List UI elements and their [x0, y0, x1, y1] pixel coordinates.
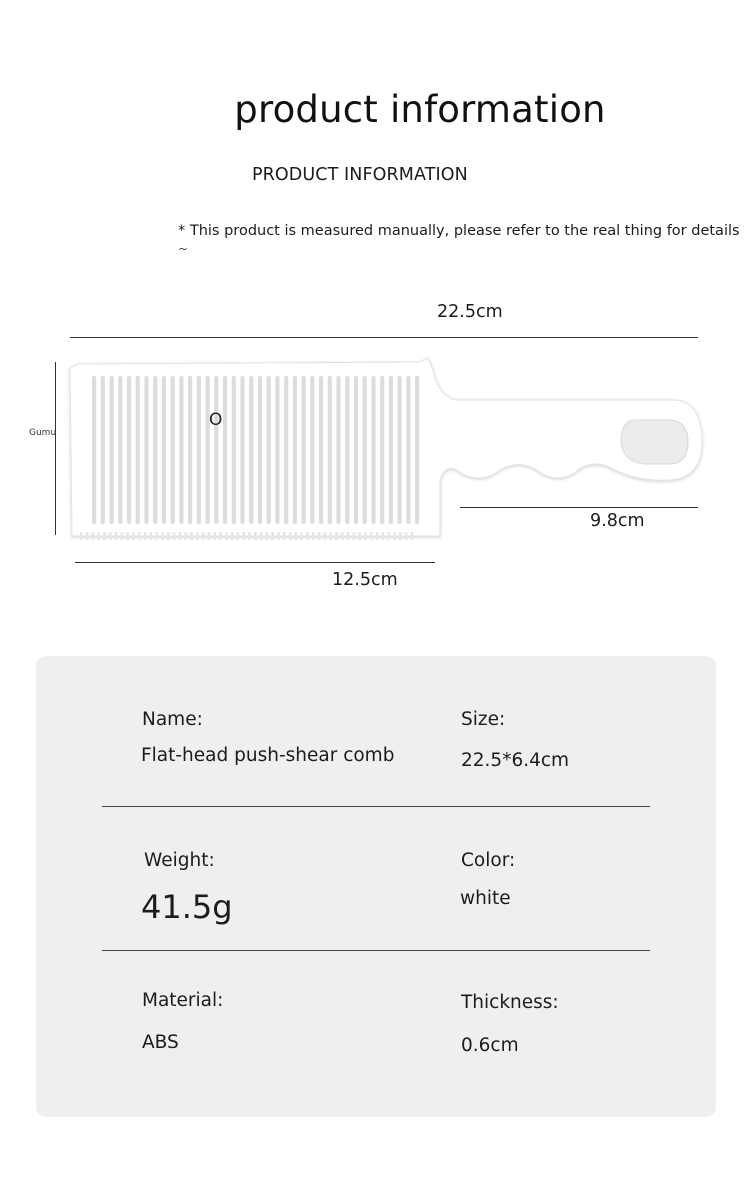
comb-tooth-tip: [364, 532, 367, 540]
comb-tooth-tip: [121, 532, 124, 540]
comb-slot: [240, 376, 244, 524]
comb-tooth-tip: [225, 532, 228, 540]
comb-tooth-tip: [329, 532, 332, 540]
handle-hole: [621, 420, 688, 464]
comb-tooth-tip: [150, 532, 153, 540]
comb-slot: [171, 376, 175, 524]
color-value: white: [460, 888, 511, 909]
comb-slot: [92, 376, 96, 524]
comb-slot: [179, 376, 183, 524]
comb-tooth-tip: [254, 532, 257, 540]
comb-slot: [380, 376, 384, 524]
thickness-value: 0.6cm: [461, 1035, 519, 1056]
dimension-side-label: Gumu: [29, 428, 57, 438]
comb-tooth-tip: [306, 532, 309, 540]
material-value: ABS: [142, 1032, 179, 1053]
comb-tooth-tip: [335, 532, 338, 540]
comb-tooth-tip: [179, 532, 182, 540]
comb-tooth-tip: [283, 532, 286, 540]
comb-tooth-tip: [312, 532, 315, 540]
comb-tooth-tip: [242, 532, 245, 540]
comb-tooth-tip: [109, 532, 112, 540]
comb-slot: [336, 376, 340, 524]
comb-tooth-tip: [237, 532, 240, 540]
comb-tooth-tip: [219, 532, 222, 540]
spec-card: [36, 656, 716, 1117]
comb-slot: [345, 376, 349, 524]
comb-tooth-tip: [144, 532, 147, 540]
comb-tooth-tip: [126, 532, 129, 540]
comb-slot: [371, 376, 375, 524]
dimension-handle-length: 9.8cm: [590, 511, 645, 531]
comb-tooth-tip: [358, 532, 361, 540]
comb-tooth-tip: [167, 532, 170, 540]
comb-slot: [354, 376, 358, 524]
comb-slot: [153, 376, 157, 524]
comb-slot: [232, 376, 236, 524]
comb-tooth-tip: [295, 532, 298, 540]
comb-slot: [249, 376, 253, 524]
comb-slot: [406, 376, 410, 524]
comb-tooth-tip: [260, 532, 263, 540]
dimension-line-left: [55, 362, 56, 535]
comb-tooth-tip: [202, 532, 205, 540]
comb-slot: [197, 376, 201, 524]
comb-slot: [302, 376, 306, 524]
comb-tooth-tip: [271, 532, 274, 540]
comb-slot: [258, 376, 262, 524]
comb-mark: O: [209, 410, 223, 430]
comb-tooth-tip: [155, 532, 158, 540]
comb-slot: [363, 376, 367, 524]
comb-slot: [110, 376, 114, 524]
comb-tooth-tip: [318, 532, 321, 540]
size-label: Size:: [461, 709, 506, 730]
comb-slot: [319, 376, 323, 524]
comb-tooth-tip: [353, 532, 356, 540]
comb-slot: [162, 376, 166, 524]
divider: [102, 950, 650, 951]
comb-slot: [328, 376, 332, 524]
dimension-comb-width: 12.5cm: [332, 570, 398, 590]
comb-slot: [275, 376, 279, 524]
comb-slot: [101, 376, 105, 524]
comb-tooth-tip: [92, 532, 95, 540]
comb-slot: [415, 376, 419, 524]
comb-tooth-tip: [86, 532, 89, 540]
comb-slot: [188, 376, 192, 524]
comb-tooth-tip: [387, 532, 390, 540]
weight-value: 41.5g: [141, 888, 233, 926]
comb-tooth-tip: [405, 532, 408, 540]
color-label: Color:: [461, 850, 516, 871]
comb-tooth-tip: [208, 532, 211, 540]
comb-tooth-tip: [196, 532, 199, 540]
comb-tooth-tip: [231, 532, 234, 540]
thickness-label: Thickness:: [461, 992, 559, 1013]
comb-tooth-tip: [80, 532, 83, 540]
comb-slot: [389, 376, 393, 524]
comb-tooth-tip: [300, 532, 303, 540]
comb-tooth-tip: [341, 532, 344, 540]
comb-tooth-tip: [266, 532, 269, 540]
comb-slot: [136, 376, 140, 524]
comb-tooth-tip: [184, 532, 187, 540]
comb-slot: [267, 376, 271, 524]
size-value: 22.5*6.4cm: [461, 750, 570, 771]
dimension-line-handle: [460, 507, 698, 508]
comb-tooth-tip: [376, 532, 379, 540]
comb-slot: [118, 376, 122, 524]
note-tilde: ~: [178, 242, 189, 256]
dimension-total-length: 22.5cm: [437, 302, 503, 322]
comb-tooth-tip: [161, 532, 164, 540]
divider: [102, 806, 650, 807]
comb-tooth-tip: [190, 532, 193, 540]
comb-tooth-tip: [324, 532, 327, 540]
section-subtitle: PRODUCT INFORMATION: [252, 165, 468, 185]
comb-tooth-tip: [213, 532, 216, 540]
comb-tooth-tip: [248, 532, 251, 540]
comb-tooth-tip: [382, 532, 385, 540]
comb-tooth-tip: [97, 532, 100, 540]
comb-tooth-tip: [115, 532, 118, 540]
comb-slot: [293, 376, 297, 524]
comb-tooth-tip: [370, 532, 373, 540]
comb-slot: [223, 376, 227, 524]
page-title: product information: [234, 88, 606, 131]
comb-slot: [284, 376, 288, 524]
comb-tooth-tip: [289, 532, 292, 540]
comb-tooth-tip: [399, 532, 402, 540]
weight-label: Weight:: [144, 850, 215, 871]
comb-tooth-tip: [132, 532, 135, 540]
measurement-note: * This product is measured manually, please refer to the real thing for details: [178, 223, 740, 239]
comb-tooth-tip: [277, 532, 280, 540]
comb-slot: [214, 376, 218, 524]
comb-tooth-tip: [411, 532, 414, 540]
name-label: Name:: [142, 709, 203, 730]
comb-slot: [206, 376, 210, 524]
comb-tooth-tip: [173, 532, 176, 540]
dimension-line-bottom: [75, 562, 435, 563]
comb-tooth-tip: [103, 532, 106, 540]
comb-slot: [398, 376, 402, 524]
comb-slot: [144, 376, 148, 524]
comb-slot: [310, 376, 314, 524]
name-value: Flat-head push-shear comb: [141, 745, 395, 766]
comb-tooth-tip: [138, 532, 141, 540]
material-label: Material:: [142, 990, 224, 1011]
comb-slot: [127, 376, 131, 524]
comb-tooth-tip: [347, 532, 350, 540]
dimension-line-top: [70, 337, 698, 338]
comb-tooth-tip: [393, 532, 396, 540]
